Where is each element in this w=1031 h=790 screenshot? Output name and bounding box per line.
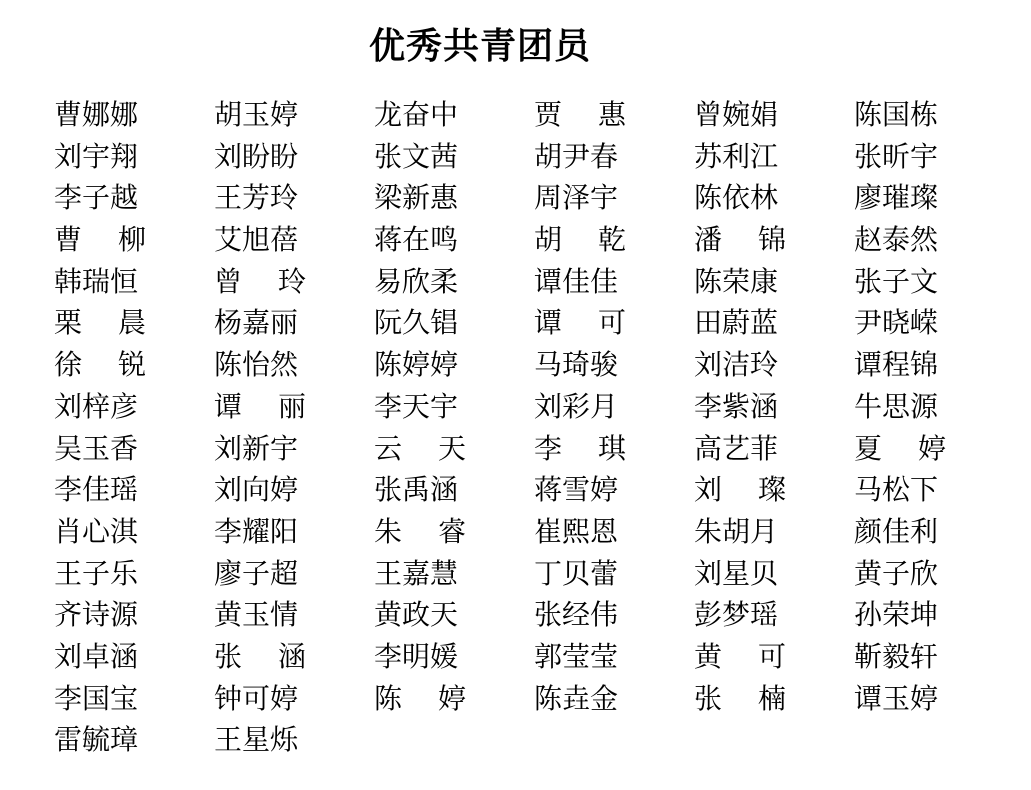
name-entry [854,636,1014,678]
name-entry [854,261,1014,303]
name-text: 高艺菲 [694,431,779,465]
name-text: 吴玉香 [54,431,139,465]
name-entry [694,94,854,136]
name-entry [54,344,214,386]
name-text: 靳毅轩 [854,639,939,673]
name-text: 梁新惠 [374,181,459,215]
name-text: 张文茜 [374,139,459,173]
name-text: 陈 婷 [374,681,466,715]
name-entry [214,261,374,303]
name-text: 陈依林 [694,181,779,215]
name-entry [214,511,374,553]
name-entry [694,302,854,344]
name-text: 刘梓彦 [54,389,139,423]
name-entry [214,428,374,470]
name-entry [374,636,534,678]
name-entry [54,177,214,219]
name-entry [694,219,854,261]
name-text: 刘卓涵 [54,639,139,673]
name-entry [694,386,854,428]
name-entry [374,344,534,386]
name-entry [854,594,1014,636]
name-text: 马琦骏 [534,348,619,382]
name-entry [854,469,1014,511]
name-entry [214,469,374,511]
name-text: 谭玉婷 [854,681,939,715]
name-entry [54,428,214,470]
name-entry [214,594,374,636]
name-entry [694,678,854,720]
name-entry [54,261,214,303]
name-entry [854,136,1014,178]
name-text: 贾 惠 [534,98,626,131]
name-text: 杨嘉丽 [214,306,299,340]
name-entry [214,94,374,136]
name-text: 李 琪 [534,431,626,465]
name-entry [534,219,694,261]
name-entry [374,594,534,636]
name-text: 朱 睿 [374,514,466,548]
name-text: 刘新宇 [214,431,299,465]
name-entry [374,261,534,303]
name-text: 崔熙恩 [534,514,619,548]
name-entry [694,594,854,636]
name-text: 胡玉婷 [214,98,299,131]
name-entry [54,94,214,136]
name-text: 肖心淇 [54,514,139,548]
name-entry [534,302,694,344]
name-text: 徐 锐 [54,348,146,382]
name-text: 廖璀璨 [854,181,939,215]
name-entry [374,678,534,720]
name-text: 李天宇 [374,389,459,423]
name-text: 艾旭蓓 [214,223,299,257]
name-entry [374,553,534,595]
name-entry [534,678,694,720]
name-text: 钟可婷 [214,681,299,715]
name-text: 龙奋中 [374,98,459,131]
name-text: 栗 晨 [54,306,146,340]
name-text: 陈荣康 [694,264,779,298]
name-entry [54,719,214,761]
name-entry [694,136,854,178]
name-text: 阮久锠 [374,306,459,340]
name-text: 蒋在鸣 [374,223,459,257]
name-text: 谭 可 [534,306,626,340]
name-text: 尹晓嵘 [854,306,939,340]
name-entry [214,177,374,219]
name-text: 刘盼盼 [214,139,299,173]
name-entry [534,261,694,303]
name-text: 廖子超 [214,556,299,590]
name-text: 陈婷婷 [374,348,459,382]
name-text: 陈垚金 [534,681,619,715]
name-entry [214,219,374,261]
name-text: 张经伟 [534,598,619,632]
name-entry [214,386,374,428]
name-entry [54,469,214,511]
name-text: 云 天 [374,431,466,465]
name-text: 雷毓璋 [54,723,139,757]
name-text: 黄政天 [374,598,459,632]
name-entry [374,219,534,261]
name-text: 黄子欣 [854,556,939,590]
name-entry [374,177,534,219]
name-text: 李子越 [54,181,139,215]
name-text: 郭莹莹 [534,639,619,673]
name-entry [54,136,214,178]
name-text: 孙荣坤 [854,598,939,632]
name-entry [694,428,854,470]
name-entry [374,469,534,511]
name-text: 李国宝 [54,681,139,715]
name-entry [54,511,214,553]
name-entry [534,553,694,595]
name-text: 朱胡月 [694,514,779,548]
name-list [54,94,1014,761]
name-text: 田蔚蓝 [694,306,779,340]
name-text: 张 楠 [694,681,786,715]
name-text: 曾 玲 [214,264,306,298]
name-text: 牛思源 [854,389,939,423]
name-text: 刘彩月 [534,389,619,423]
name-text: 易欣柔 [374,264,459,298]
name-entry [534,177,694,219]
name-entry [214,719,374,761]
name-text: 潘 锦 [694,223,786,257]
name-entry [854,678,1014,720]
name-entry [54,386,214,428]
name-text: 丁贝蕾 [534,556,619,590]
name-entry [534,594,694,636]
name-text: 张昕宇 [854,139,939,173]
name-text: 陈怡然 [214,348,299,382]
name-entry [854,511,1014,553]
name-text: 黄玉情 [214,598,299,632]
name-text: 彭梦瑶 [694,598,779,632]
name-text: 周泽宇 [534,181,619,215]
name-entry [374,428,534,470]
name-text: 王子乐 [54,556,139,590]
name-entry [374,511,534,553]
name-text: 李佳瑶 [54,473,139,507]
name-entry [54,678,214,720]
name-entry [854,94,1014,136]
name-entry [54,553,214,595]
name-entry [54,219,214,261]
name-entry [854,344,1014,386]
name-entry [694,511,854,553]
name-text: 蒋雪婷 [534,473,619,507]
name-entry [374,94,534,136]
name-text: 谭程锦 [854,348,939,382]
name-entry [374,386,534,428]
name-entry [534,94,694,136]
name-entry [374,136,534,178]
name-entry [534,344,694,386]
name-entry [214,302,374,344]
name-entry [54,636,214,678]
name-entry [534,469,694,511]
name-text: 韩瑞恒 [54,264,139,298]
name-entry [854,386,1014,428]
name-text: 刘宇翔 [54,139,139,173]
name-text: 曹 柳 [54,223,146,257]
name-text: 谭 丽 [214,389,306,423]
name-entry [854,219,1014,261]
name-entry [694,261,854,303]
name-entry [534,136,694,178]
name-text: 陈国栋 [854,98,939,131]
name-entry [214,136,374,178]
name-text: 李明媛 [374,639,459,673]
name-text: 刘洁玲 [694,348,779,382]
name-text: 刘 璨 [694,473,786,507]
name-text: 赵泰然 [854,223,939,257]
name-entry [694,177,854,219]
name-entry [54,594,214,636]
name-entry [534,511,694,553]
name-entry [534,428,694,470]
name-text: 颜佳利 [854,514,939,548]
name-entry [534,386,694,428]
name-entry [214,553,374,595]
name-text: 王嘉慧 [374,556,459,590]
name-text: 马松下 [854,473,939,507]
name-entry [214,678,374,720]
name-entry [854,302,1014,344]
name-text: 刘向婷 [214,473,299,507]
name-entry [54,302,214,344]
name-text: 胡 乾 [534,223,626,257]
name-entry [214,636,374,678]
name-entry [694,469,854,511]
name-entry [694,553,854,595]
name-text: 谭佳佳 [534,264,619,298]
name-text: 张 涵 [214,639,306,673]
name-text: 李紫涵 [694,389,779,423]
name-text: 齐诗源 [54,598,139,632]
name-entry [374,302,534,344]
name-text: 王星烁 [214,723,299,757]
name-entry [694,636,854,678]
name-text: 曾婉娟 [694,98,779,131]
name-text: 曹娜娜 [54,98,139,131]
name-text: 苏利江 [694,139,779,173]
name-text: 刘星贝 [694,556,779,590]
name-entry [694,344,854,386]
name-text: 张子文 [854,264,939,298]
page-title: 优秀共青团员 [368,26,591,67]
name-text: 张禹涵 [374,473,459,507]
name-text: 胡尹春 [534,139,619,173]
name-text: 王芳玲 [214,181,299,215]
name-text: 夏 婷 [854,431,946,465]
name-entry [854,428,1014,470]
name-entry [854,553,1014,595]
name-entry [534,636,694,678]
name-text: 李耀阳 [214,514,299,548]
name-entry [854,177,1014,219]
name-entry [214,344,374,386]
name-text: 黄 可 [694,639,786,673]
